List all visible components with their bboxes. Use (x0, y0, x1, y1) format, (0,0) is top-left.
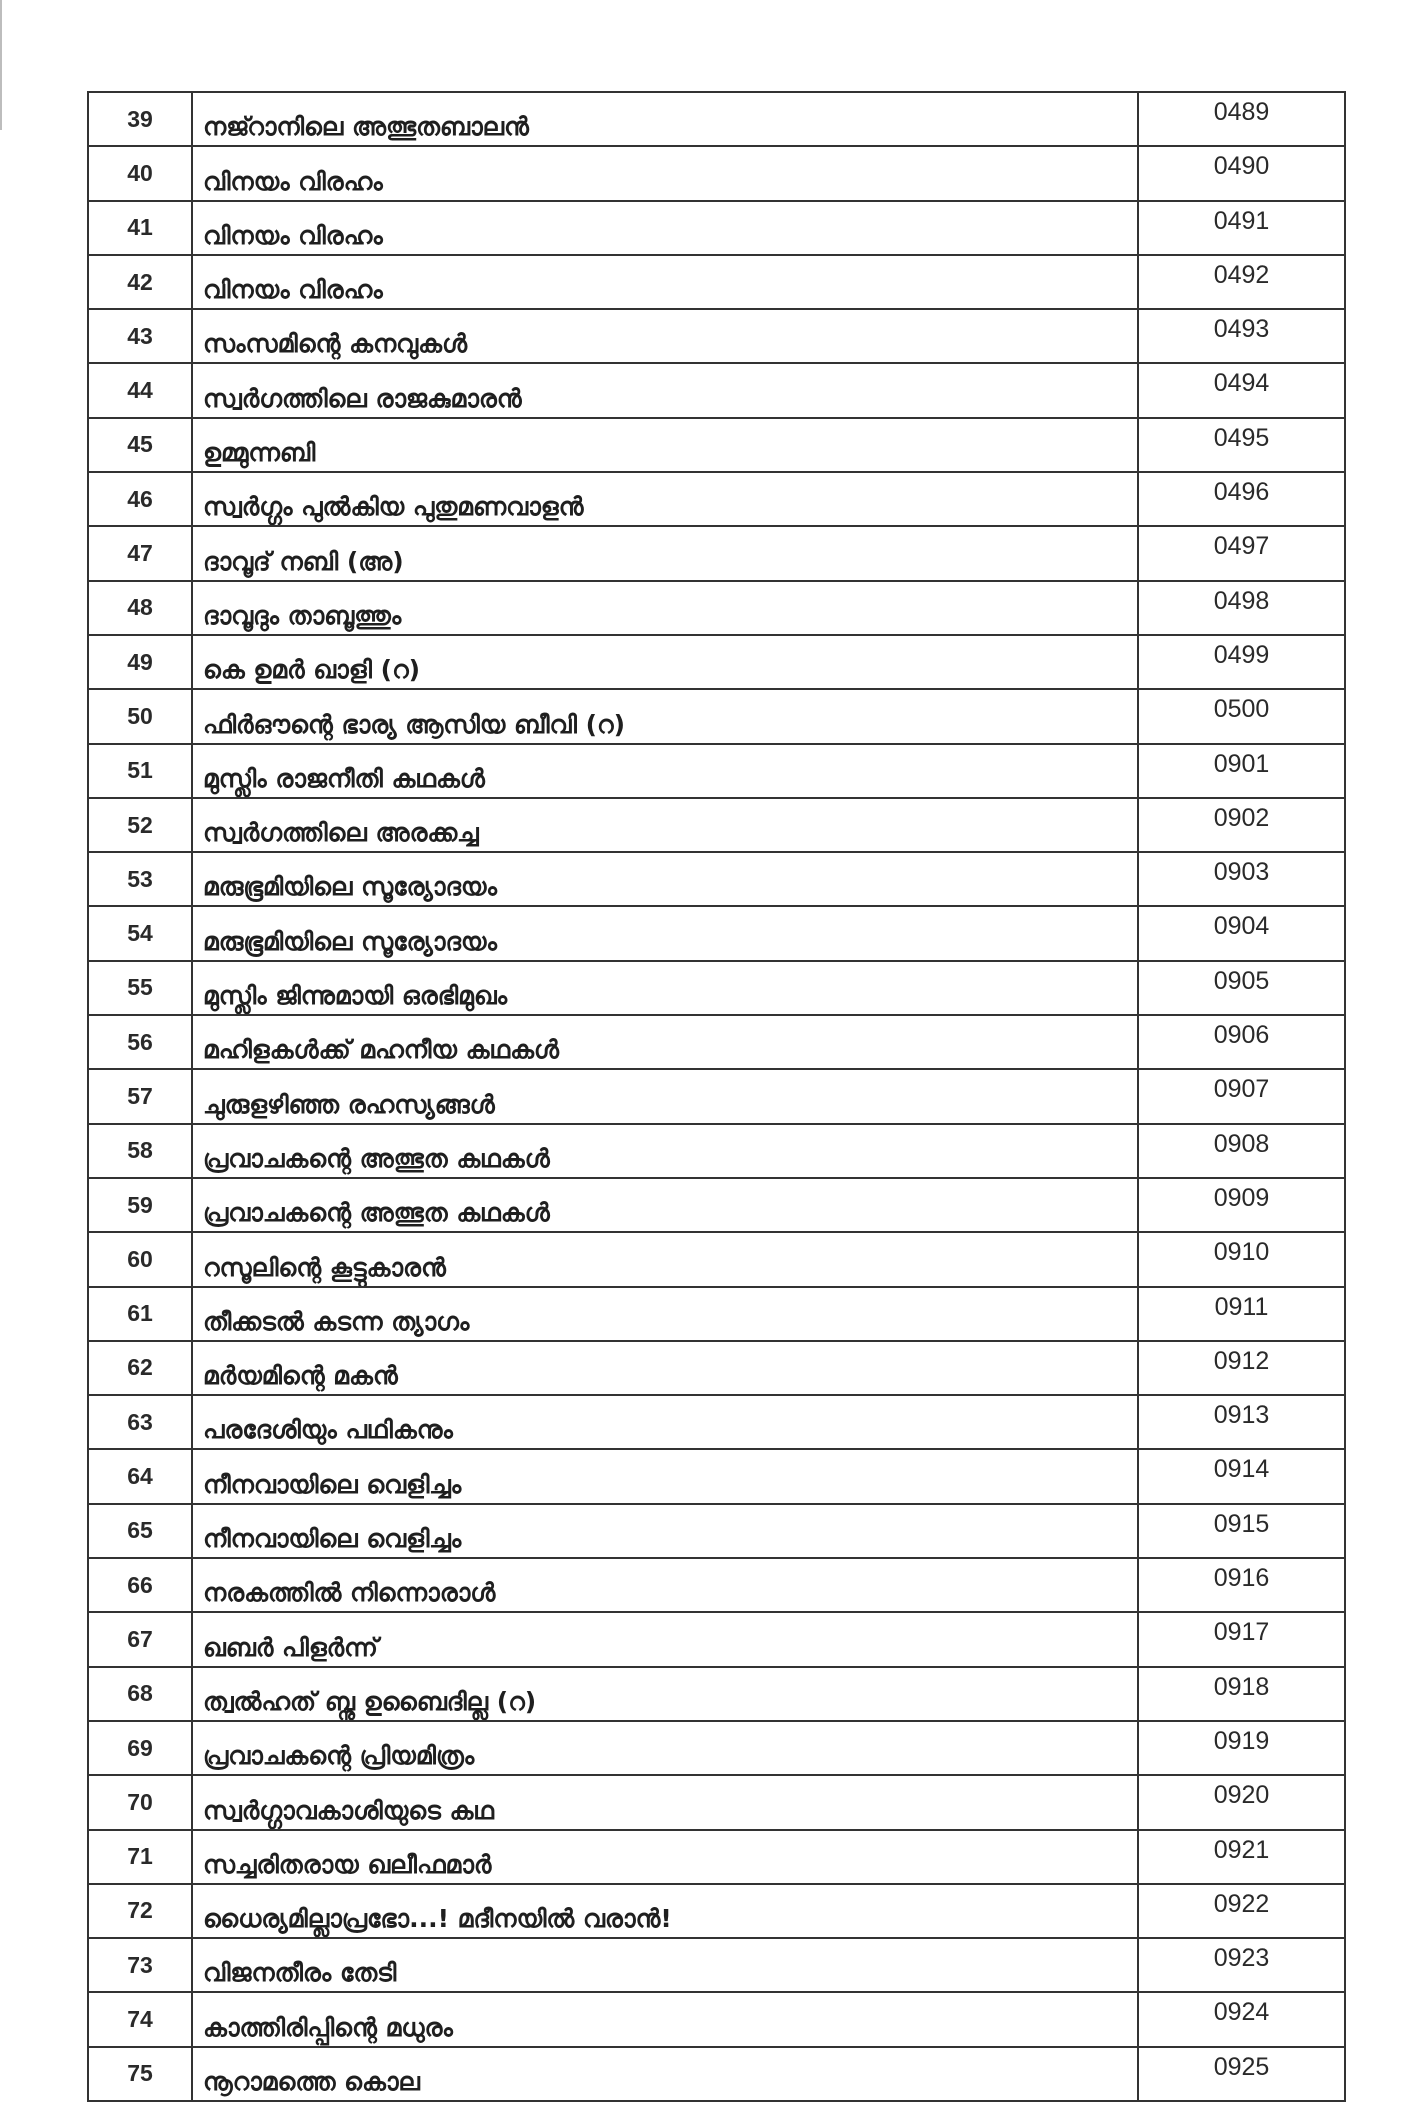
book-title: സ്വർഗ്ഗം പുൽകിയ പുതുമണവാളൻ (192, 472, 1138, 526)
table-row (88, 309, 1345, 363)
book-title: നജ്റാനിലെ അത്ഭുതബാലൻ (192, 92, 1138, 146)
book-title: മുസ്ലിം ജിന്നുമായി ഒരഭിമുഖം (192, 961, 1138, 1015)
row-number: 56 (88, 1015, 192, 1069)
book-title: സ്വർഗത്തിലെ രാജകുമാരൻ (192, 363, 1138, 417)
row-number: 67 (88, 1612, 192, 1666)
book-code: 0908 (1138, 1124, 1345, 1178)
table-row (88, 1449, 1345, 1503)
table-row (88, 526, 1345, 580)
book-title: പ്രവാചകന്റെ അത്ഭുത കഥകൾ (192, 1178, 1138, 1232)
row-number: 66 (88, 1558, 192, 1612)
book-title: മരുഭൂമിയിലെ സൂര്യോദയം (192, 906, 1138, 960)
table-row (88, 906, 1345, 960)
book-title: വിജനതീരം തേടി (192, 1938, 1138, 1992)
row-number: 65 (88, 1504, 192, 1558)
book-title: നീനവായിലെ വെളിച്ചം (192, 1504, 1138, 1558)
book-title: സംസമിന്റെ കനവുകൾ (192, 309, 1138, 363)
row-number: 52 (88, 798, 192, 852)
book-title: മഹിളകൾക്ക് മഹനീയ കഥകൾ (192, 1015, 1138, 1069)
row-number: 72 (88, 1884, 192, 1938)
book-title: ത്വൽഹത് ബ്നു ഉബൈദില്ല (റ) (192, 1667, 1138, 1721)
table-row (88, 146, 1345, 200)
book-code: 0909 (1138, 1178, 1345, 1232)
table-row (88, 255, 1345, 309)
row-number: 62 (88, 1341, 192, 1395)
book-code: 0498 (1138, 581, 1345, 635)
book-title: മർയമിന്റെ മകൻ (192, 1341, 1138, 1395)
book-code: 0497 (1138, 526, 1345, 580)
table-row (88, 1069, 1345, 1123)
book-title: മുസ്ലിം രാജനീതി കഥകൾ (192, 744, 1138, 798)
book-code: 0494 (1138, 363, 1345, 417)
book-code: 0492 (1138, 255, 1345, 309)
table-row (88, 92, 1345, 146)
book-title: ഖബർ പിളർന്ന് (192, 1612, 1138, 1666)
book-title: ധൈര്യമില്ലാപ്രഭോ...! മദീനയിൽ വരാൻ! (192, 1884, 1138, 1938)
table-row (88, 1938, 1345, 1992)
row-number: 57 (88, 1069, 192, 1123)
book-code: 0907 (1138, 1069, 1345, 1123)
book-title: സ്വർഗ്ഗാവകാശിയുടെ കഥ (192, 1775, 1138, 1829)
book-code: 0919 (1138, 1721, 1345, 1775)
book-code: 0493 (1138, 309, 1345, 363)
book-code: 0915 (1138, 1504, 1345, 1558)
table-row (88, 635, 1345, 689)
book-code: 0491 (1138, 201, 1345, 255)
table-row (88, 1721, 1345, 1775)
row-number: 71 (88, 1830, 192, 1884)
row-number: 64 (88, 1449, 192, 1503)
book-title: പ്രവാചകന്റെ അത്ഭുത കഥകൾ (192, 1124, 1138, 1178)
table-row (88, 363, 1345, 417)
book-code: 0922 (1138, 1884, 1345, 1938)
book-code: 0495 (1138, 418, 1345, 472)
book-code: 0496 (1138, 472, 1345, 526)
book-title: വിനയം വിരഹം (192, 201, 1138, 255)
row-number: 73 (88, 1938, 192, 1992)
table-row (88, 418, 1345, 472)
book-code: 0917 (1138, 1612, 1345, 1666)
table-row (88, 1992, 1345, 2046)
table-row (88, 1775, 1345, 1829)
book-code: 0916 (1138, 1558, 1345, 1612)
row-number: 51 (88, 744, 192, 798)
row-number: 68 (88, 1667, 192, 1721)
table-row (88, 1612, 1345, 1666)
book-title: സ്വർഗത്തിലെ അരക്കച്ച (192, 798, 1138, 852)
table-row (88, 201, 1345, 255)
row-number: 59 (88, 1178, 192, 1232)
book-code: 0912 (1138, 1341, 1345, 1395)
row-number: 48 (88, 581, 192, 635)
book-title: സച്ചരിതരായ ഖലീഫമാർ (192, 1830, 1138, 1884)
table-row (88, 472, 1345, 526)
table-row (88, 852, 1345, 906)
book-code: 0924 (1138, 1992, 1345, 2046)
book-title: ഉമ്മുന്നബി (192, 418, 1138, 472)
book-title: ഫിർഔന്റെ ഭാര്യ ആസിയ ബീവി (റ) (192, 689, 1138, 743)
table-row (88, 961, 1345, 1015)
book-code: 0905 (1138, 961, 1345, 1015)
table-row (88, 1287, 1345, 1341)
book-code: 0921 (1138, 1830, 1345, 1884)
book-code: 0902 (1138, 798, 1345, 852)
book-title: മരുഭൂമിയിലെ സൂര്യോദയം (192, 852, 1138, 906)
row-number: 63 (88, 1395, 192, 1449)
book-code: 0918 (1138, 1667, 1345, 1721)
row-number: 60 (88, 1232, 192, 1286)
book-title: പ്രവാചകന്റെ പ്രിയമിത്രം (192, 1721, 1138, 1775)
row-number: 69 (88, 1721, 192, 1775)
book-code: 0923 (1138, 1938, 1345, 1992)
book-code: 0910 (1138, 1232, 1345, 1286)
book-code: 0904 (1138, 906, 1345, 960)
book-code: 0901 (1138, 744, 1345, 798)
table-row (88, 1341, 1345, 1395)
book-code: 0920 (1138, 1775, 1345, 1829)
book-code: 0913 (1138, 1395, 1345, 1449)
table-row (88, 1124, 1345, 1178)
row-number: 49 (88, 635, 192, 689)
book-title: നീനവായിലെ വെളിച്ചം (192, 1449, 1138, 1503)
row-number: 75 (88, 2047, 192, 2101)
row-number: 70 (88, 1775, 192, 1829)
book-title: കെ ഉമർ ഖാളി (റ) (192, 635, 1138, 689)
book-list-table (87, 91, 1346, 2102)
row-number: 58 (88, 1124, 192, 1178)
table-row (88, 744, 1345, 798)
page-edge-mark (0, 0, 2, 130)
table-row (88, 798, 1345, 852)
book-code: 0499 (1138, 635, 1345, 689)
table-row (88, 1504, 1345, 1558)
row-number: 55 (88, 961, 192, 1015)
row-number: 61 (88, 1287, 192, 1341)
table-row (88, 2047, 1345, 2101)
book-list-body (88, 92, 1345, 2101)
book-title: റസൂലിന്റെ കൂട്ടുകാരൻ (192, 1232, 1138, 1286)
row-number: 54 (88, 906, 192, 960)
row-number: 47 (88, 526, 192, 580)
row-number: 43 (88, 309, 192, 363)
book-title: നൂറാമത്തെ കൊല (192, 2047, 1138, 2101)
row-number: 46 (88, 472, 192, 526)
table-row (88, 1178, 1345, 1232)
row-number: 74 (88, 1992, 192, 2046)
book-code: 0911 (1138, 1287, 1345, 1341)
table-row (88, 1232, 1345, 1286)
book-title: ദാവൂദ് നബി (അ) (192, 526, 1138, 580)
row-number: 45 (88, 418, 192, 472)
book-title: ദാവൂദും താബൂത്തും (192, 581, 1138, 635)
book-title: ചുരുളഴിഞ്ഞ രഹസ്യങ്ങൾ (192, 1069, 1138, 1123)
book-code: 0489 (1138, 92, 1345, 146)
book-code: 0925 (1138, 2047, 1345, 2101)
book-title: പരദേശിയും പഥികനും (192, 1395, 1138, 1449)
table-row (88, 1395, 1345, 1449)
table-row (88, 1015, 1345, 1069)
row-number: 53 (88, 852, 192, 906)
row-number: 50 (88, 689, 192, 743)
book-title: തീക്കടൽ കടന്ന ത്യാഗം (192, 1287, 1138, 1341)
table-row (88, 1830, 1345, 1884)
row-number: 39 (88, 92, 192, 146)
table-row (88, 581, 1345, 635)
book-code: 0906 (1138, 1015, 1345, 1069)
row-number: 42 (88, 255, 192, 309)
book-code: 0500 (1138, 689, 1345, 743)
table-row (88, 1667, 1345, 1721)
book-title: വിനയം വിരഹം (192, 255, 1138, 309)
book-code: 0490 (1138, 146, 1345, 200)
book-title: നരകത്തിൽ നിന്നൊരാൾ (192, 1558, 1138, 1612)
row-number: 40 (88, 146, 192, 200)
book-code: 0903 (1138, 852, 1345, 906)
book-code: 0914 (1138, 1449, 1345, 1503)
row-number: 44 (88, 363, 192, 417)
table-row (88, 1558, 1345, 1612)
table-row (88, 689, 1345, 743)
book-title: വിനയം വിരഹം (192, 146, 1138, 200)
table-row (88, 1884, 1345, 1938)
row-number: 41 (88, 201, 192, 255)
book-title: കാത്തിരിപ്പിന്റെ മധുരം (192, 1992, 1138, 2046)
